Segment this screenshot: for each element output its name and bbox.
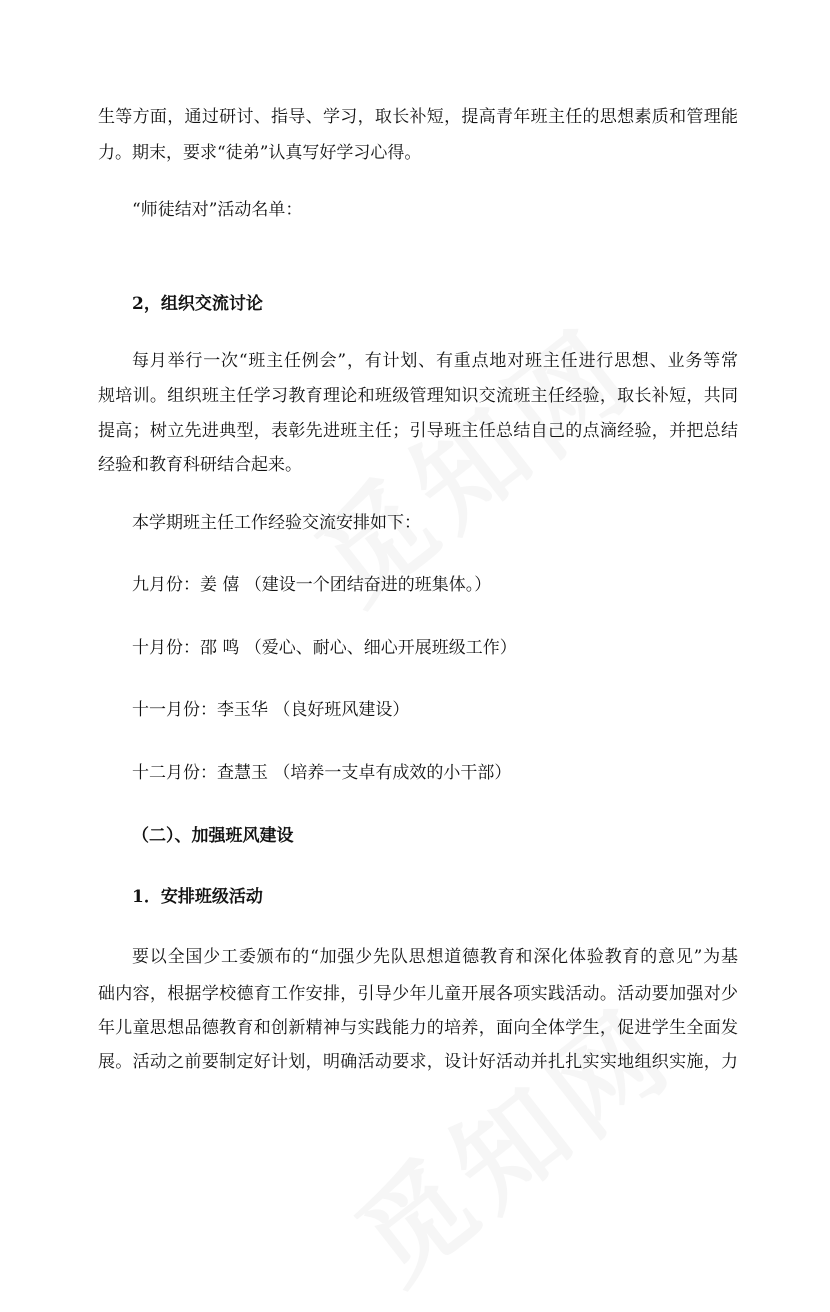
body-text-line: 提高；树立先进典型，表彰先进班主任；引导班主任总结自己的点滴经验，并把总结 bbox=[98, 421, 738, 441]
schedule-item: 十一月份：李玉华 （良好班风建设） bbox=[132, 700, 410, 720]
body-text-line: 力。期末，要求“徒弟”认真写好学习心得。 bbox=[98, 143, 422, 163]
subsection-heading: 1．安排班级活动 bbox=[132, 887, 263, 907]
body-text-line: 要以全国少工委颁布的“加强少先队思想道德教育和深化体验教育的意见”为基 bbox=[132, 947, 738, 967]
schedule-item: 九月份：姜 僖 （建设一个团结奋进的班集体。） bbox=[132, 575, 492, 595]
body-text-line: 展。活动之前要制定好计划，明确活动要求，设计好活动并扎扎实实地组织实施，力 bbox=[98, 1052, 738, 1072]
schedule-item: 十二月份：查慧玉 （培养一支卓有成效的小干部） bbox=[132, 763, 512, 783]
body-text-line: 每月举行一次“班主任例会”，有计划、有重点地对班主任进行思想、业务等常 bbox=[132, 351, 738, 371]
schedule-item: 十月份：邵 鸣 （爱心、耐心、细心开展班级工作） bbox=[132, 638, 517, 658]
body-text-line: 规培训。组织班主任学习教育理论和班级管理知识交流班主任经验，取长补短，共同 bbox=[98, 386, 738, 406]
body-text-line: “师徒结对”活动名单： bbox=[132, 200, 303, 220]
body-text-line: 年儿童思想品德教育和创新精神与实践能力的培养，面向全体学生，促进学生全面发 bbox=[98, 1018, 738, 1038]
body-text-line: 经验和教育科研结合起来。 bbox=[98, 455, 302, 475]
body-text-line: 础内容，根据学校德育工作安排，引导少年儿童开展各项实践活动。活动要加强对少 bbox=[98, 984, 738, 1004]
section-heading: 2，组织交流讨论 bbox=[132, 294, 263, 314]
body-text-line: 生等方面，通过研讨、指导、学习，取长补短，提高青年班主任的思想素质和管理能 bbox=[98, 107, 738, 127]
body-text-line: 本学期班主任工作经验交流安排如下： bbox=[132, 513, 421, 533]
section-heading: （二）、加强班风建设 bbox=[132, 826, 294, 846]
